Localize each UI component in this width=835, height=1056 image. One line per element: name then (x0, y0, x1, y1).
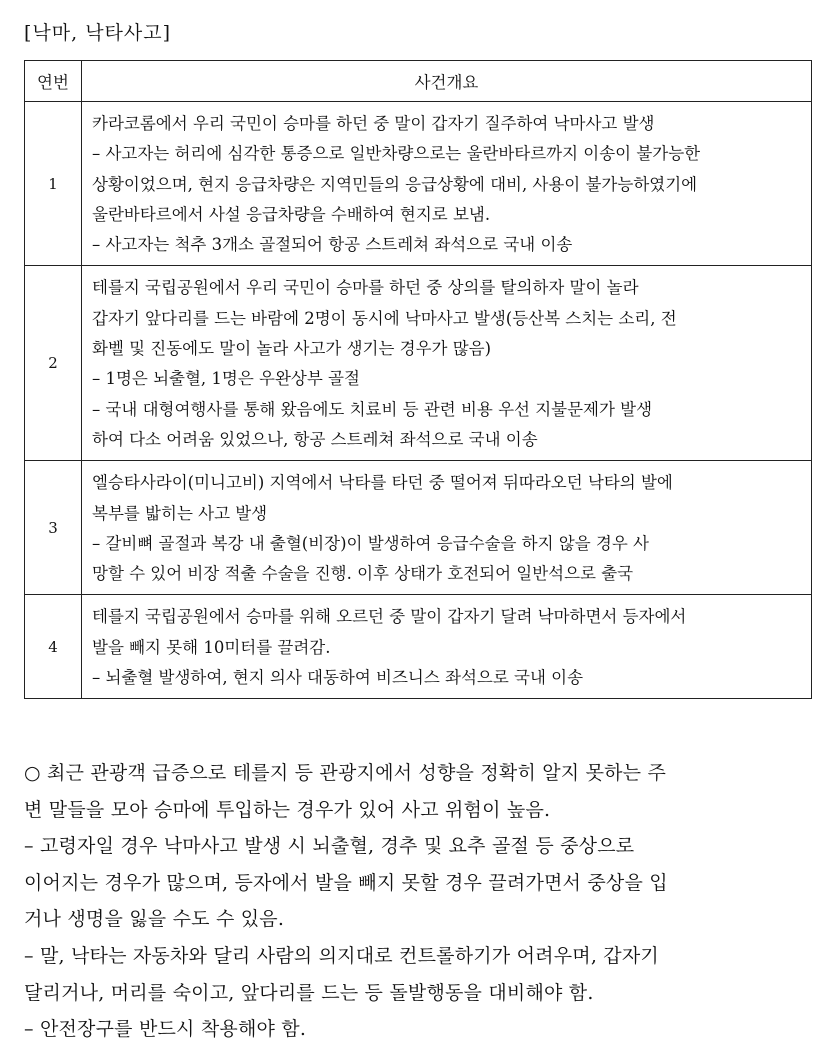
case-summary-line: – 사고자는 허리에 심각한 통증으로 일반차량으로는 울란바타르까지 이송이 불가능한 (92, 144, 701, 164)
case-summary-line: 상황이었으며, 현지 응급차량은 지역민들의 응급상황에 대비, 사용이 불가능하였기에 (92, 174, 698, 194)
case-summary-line: 엘승타사라이(미니고비) 지역에서 낙타를 타던 중 떨어져 뒤따라오던 낙타의 발에 (92, 473, 673, 493)
case-summary (82, 102, 812, 266)
case-summary-line: 복부를 밟히는 사고 발생 (92, 503, 268, 523)
header-serial-number: 연번 (25, 61, 82, 102)
safety-notes (24, 755, 814, 1048)
case-number: 2 (25, 266, 82, 461)
case-summary-line: – 1명은 뇌출혈, 1명은 우완상부 골절 (92, 369, 360, 389)
note-line: 변 말들을 모아 승마에 투입하는 경우가 있어 사고 위험이 높음. (24, 798, 551, 821)
note-line: – 안전장구를 반드시 착용해야 함. (24, 1018, 307, 1041)
table-row (25, 595, 812, 699)
case-summary (82, 461, 812, 595)
case-summary (82, 266, 812, 461)
note-line: 거나 생명을 잃을 수도 수 있음. (24, 908, 285, 931)
note-line: 달리거나, 머리를 숙이고, 앞다리를 드는 등 돌발행동을 대비해야 함. (24, 981, 594, 1004)
note-line: 이어지는 경우가 많으며, 등자에서 발을 빼지 못할 경우 끌려가면서 중상을 입 (24, 871, 668, 894)
case-summary-line: – 뇌출혈 발생하여, 현지 의사 대동하여 비즈니스 좌석으로 국내 이송 (92, 668, 584, 688)
note-line: – 말, 낙타는 자동차와 달리 사람의 의지대로 컨트롤하기가 어려우며, 갑자기 (24, 944, 659, 967)
header-case-summary: 사건개요 (82, 61, 812, 102)
case-number: 1 (25, 102, 82, 266)
table-row (25, 102, 812, 266)
case-summary-line: 하여 다소 어려움 있었으나, 항공 스트레쳐 좌석으로 국내 이송 (92, 429, 538, 449)
table-row (25, 461, 812, 595)
case-number: 4 (25, 595, 82, 699)
section-title: [낙마, 낙타사고] (24, 22, 172, 44)
case-summary-line: – 갈비뼈 골절과 복강 내 출혈(비장)이 발생하여 응급수술을 하지 않을 경우 사 (92, 533, 649, 553)
note-line: – 고령자일 경우 낙마사고 발생 시 뇌출혈, 경추 및 요추 골절 등 중상으로 (24, 835, 635, 858)
case-summary-line: 울란바타르에서 사설 응급차량을 수배하여 현지로 보냄. (92, 204, 491, 224)
case-summary-line: 갑자기 앞다리를 드는 바람에 2명이 동시에 낙마사고 발생(등산복 스치는 소리, 전 (92, 308, 677, 328)
case-summary-line: 테를지 국립공원에서 승마를 위해 오르던 중 말이 갑자기 달려 낙마하면서 등자에서 (92, 607, 687, 627)
table-header-row (25, 61, 812, 102)
case-summary-line: 카라코롬에서 우리 국민이 승마를 하던 중 말이 갑자기 질주하여 낙마사고 발생 (92, 114, 655, 133)
case-summary-line: 망할 수 있어 비장 적출 수술을 진행. 이후 상태가 호전되어 일반석으로 출국 (92, 564, 634, 584)
case-summary-line: 발을 빼지 못해 10미터를 끌려감. (92, 637, 331, 657)
accident-cases-table (24, 60, 812, 699)
case-number: 3 (25, 461, 82, 595)
case-summary-line: – 국내 대형여행사를 통해 왔음에도 치료비 등 관련 비용 우선 지불문제가 발생 (92, 399, 653, 419)
case-summary-line: – 사고자는 척추 3개소 골절되어 항공 스트레쳐 좌석으로 국내 이송 (92, 235, 573, 255)
note-line: ○ 최근 관광객 급증으로 테를지 등 관광지에서 성향을 정확히 알지 못하는 주 (24, 762, 667, 784)
case-summary (82, 595, 812, 699)
case-summary-line: 화벨 및 진동에도 말이 놀라 사고가 생기는 경우가 많음) (92, 339, 492, 359)
case-summary-line: 테를지 국립공원에서 우리 국민이 승마를 하던 중 상의를 탈의하자 말이 놀라 (92, 278, 639, 298)
table-row (25, 266, 812, 461)
